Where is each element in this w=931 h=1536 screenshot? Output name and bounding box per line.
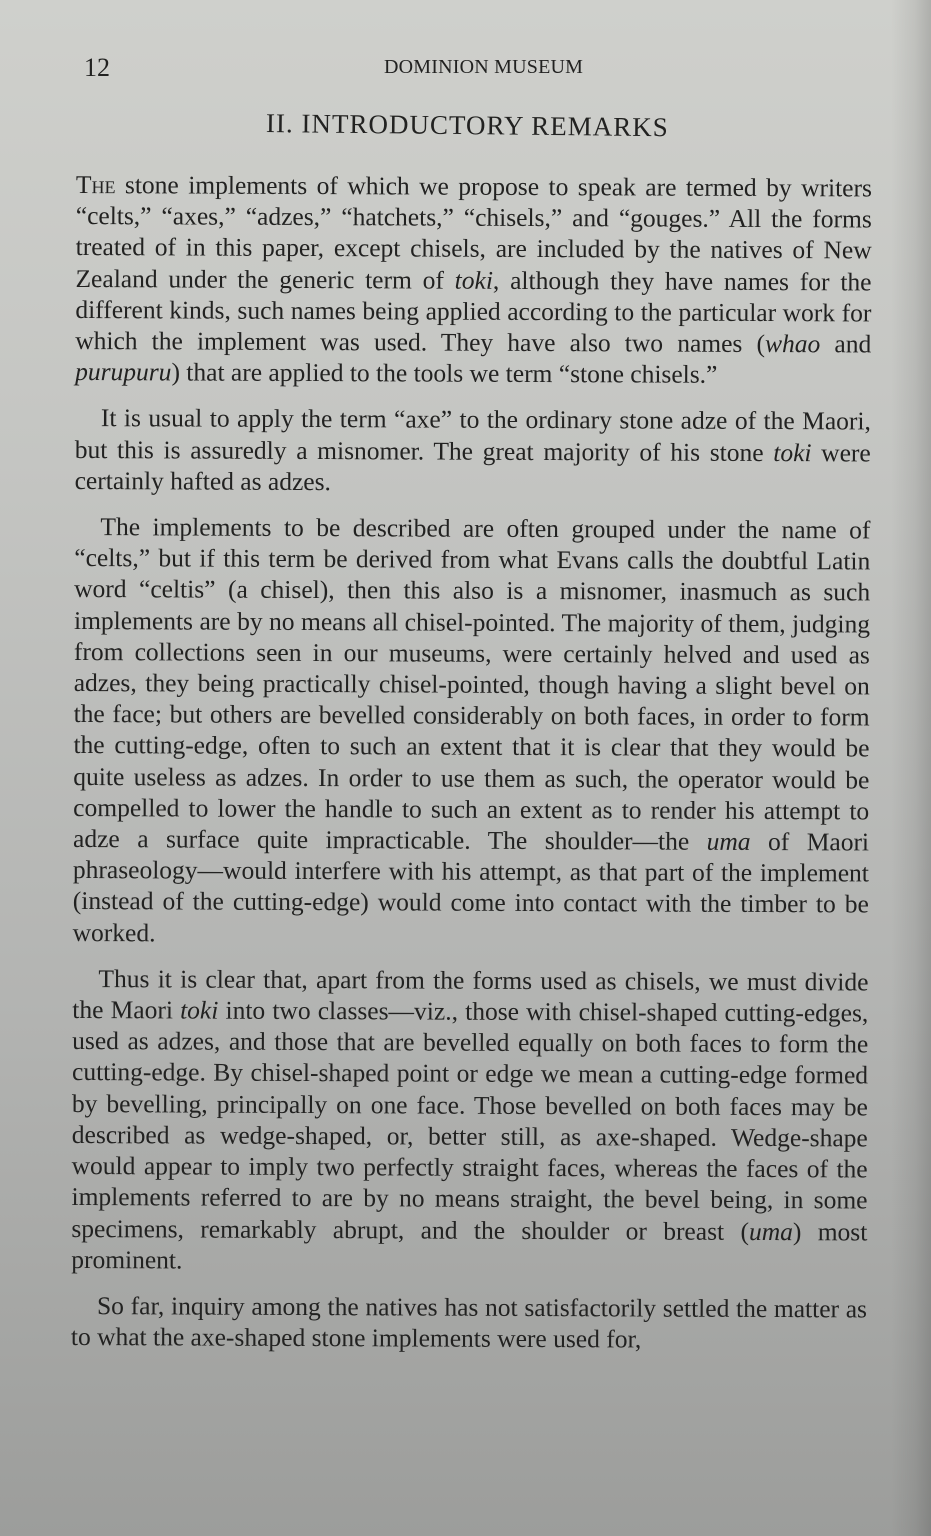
maori-term: uma [706, 826, 751, 857]
paragraph-5 [71, 1290, 867, 1356]
text-segment: Thus it is clear that, apart from the forms used as chisels, we must divide the Maori [72, 963, 869, 1025]
text-segment: It is usual to apply the term “axe” to the ordinary stone adze of the Maori, but this is assuredly a misnomer. The great majority of his stone [74, 403, 871, 467]
text-segment: were certainly hafted as adzes. [74, 437, 871, 496]
page-number: 12 [84, 53, 110, 82]
text-segment: So far, inquiry among the natives has not satisfactorily settled the matter as to what the axe-shaped stone implements were used for, [70, 1291, 868, 1354]
text-segment: of Maori phraseology—would interfere with his attempt, as that part of the implement (instead of the cutting-edge) would come into contact with the timber to be worked. [72, 827, 870, 948]
text-segment: , although they have names for the different kinds, such names being applied according to the particular work for which the implement was used. They have also two names ( [75, 265, 872, 359]
text-segment: ) that are applied to the tools we term “stone chisels.” [171, 357, 718, 390]
running-head [76, 50, 876, 84]
paragraph-3 [73, 511, 871, 951]
maori-term: toki [773, 437, 812, 467]
text-segment: and [820, 329, 872, 359]
paragraph-2 [75, 402, 871, 499]
page-gutter-shadow [891, 0, 931, 1536]
maori-term: toki [454, 265, 494, 295]
paragraph-1 [75, 169, 872, 391]
body-text [71, 169, 872, 1356]
text-segment: stone implements of which we propose to speak are termed by writers “celts,” “axes,” “adzes,” “hatchets,” “chisels,” and “gouges.” All the forms treated of in this paper, except chisels, are included by the natives of New Zealand under the generic term of [75, 170, 872, 295]
running-title: DOMINION MUSEUM [384, 56, 584, 78]
maori-term: toki [180, 995, 219, 1025]
paragraph-4 [71, 963, 868, 1279]
maori-term: whao [764, 329, 821, 359]
book-page [70, 50, 876, 1367]
section-title: II. INTRODUCTORY REMARKS [265, 108, 669, 143]
text-segment: ) most prominent. [71, 1216, 868, 1275]
maori-term: uma [748, 1216, 793, 1246]
text-segment: into two classes—viz., those with chisel-shaped cutting-edges, used as adzes, and those that are bevelled equally on both faces to form the cutting-edge. By chisel-shaped point or edge we mean a cutting-edge formed by bevelling, principally on one face. Those bevelled on both faces may be described as wedge-shaped, or, better still, as axe-shaped. Wedge-shape would appear to imply two perfectly straight faces, whereas the faces of the implements referred to are by no means straight, the bevel being, in some specimens, remarkably abrupt, and the shoulder or breast ( [71, 995, 869, 1246]
text-segment: The implements to be described are often grouped under the name of “celts,” but if this term be derived from what Evans calls the doubtful Latin word “celtis” (a chisel), then this also is a misnomer, inasmuch as such implements are by no means all chisel-pointed. The majority of them, judging from collections seen in our museums, were certainly helved and used as adzes, they being practically chisel-pointed, though having a slight bevel on the face; but others are bevelled considerably on both faces, in order to form the cutting-edge, often to such an extent that it is clear that they would be quite useless as adzes. In order to use them as such, the operator would be compelled to lower the handle to such an extent as to render his attempt to adze a surface quite impracticable. The shoulder—the [73, 512, 871, 856]
lead-word: The [75, 170, 116, 200]
maori-term: purupuru [75, 357, 172, 387]
